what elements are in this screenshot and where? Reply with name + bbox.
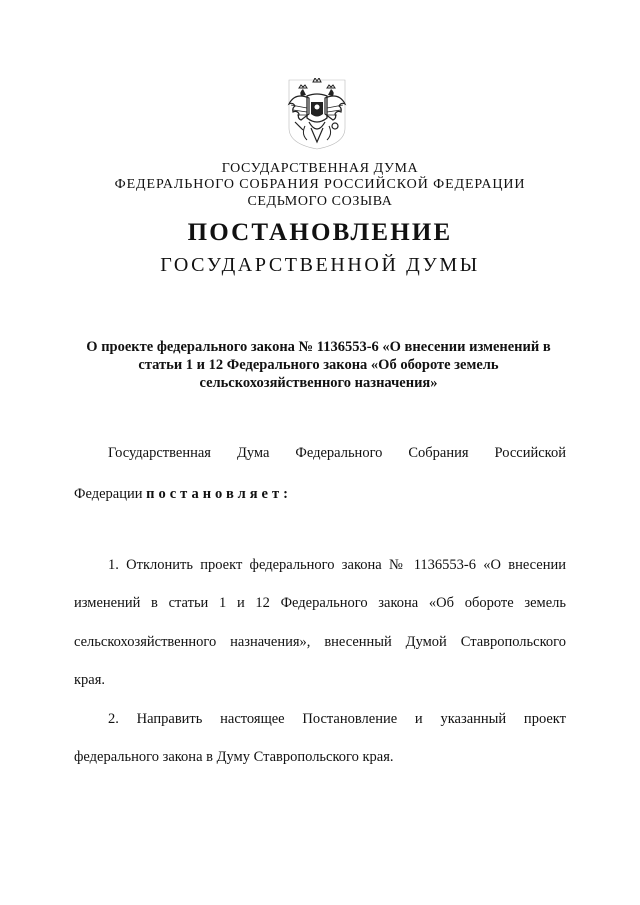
subject-line: О проекте федерального закона № 1136553-6 «О внесении изменений в (86, 339, 551, 355)
item-1-line-4: края. (74, 672, 106, 688)
preamble-line-1: Государственная Дума Федерального Собрания Российской (108, 445, 566, 461)
document-subject (66, 338, 571, 392)
item-1-line-2: изменений в статьи 1 и 12 Федерального закона «Об обороте земель (74, 595, 566, 611)
org-name-line-1: ГОСУДАРСТВЕННАЯ ДУМА (221, 161, 419, 176)
org-name-line-2: ФЕДЕРАЛЬНОГО СОБРАНИЯ РОССИЙСКОЙ ФЕДЕРАЦИИ (114, 177, 526, 192)
subject-line: сельскохозяйственного назначения» (199, 375, 438, 391)
item-2-line-1: 2. Направить настоящее Постановление и указанный проект (108, 711, 566, 727)
preamble-line-2 (74, 485, 566, 503)
subject-line: статьи 1 и 12 Федерального закона «Об обороте земель (138, 357, 499, 373)
document-title: ПОСТАНОВЛЕНИЕ (187, 219, 453, 246)
coat-of-arms-icon (287, 78, 347, 150)
document-subtitle: ГОСУДАРСТВЕННОЙ ДУМЫ (160, 254, 480, 276)
item-1-line-3: сельскохозяйственного назначения», внесенный Думой Ставропольского (74, 634, 566, 650)
item-2-line-2: федерального закона в Думу Ставропольского края. (74, 749, 394, 765)
org-name-line-3: СЕДЬМОГО СОЗЫВА (247, 194, 393, 209)
item-1-line-1: 1. Отклонить проект федерального закона № 1136553-6 «О внесении (108, 557, 566, 573)
resolves-word: постановляет: (146, 486, 292, 502)
preamble-text: Федерации (74, 486, 147, 502)
